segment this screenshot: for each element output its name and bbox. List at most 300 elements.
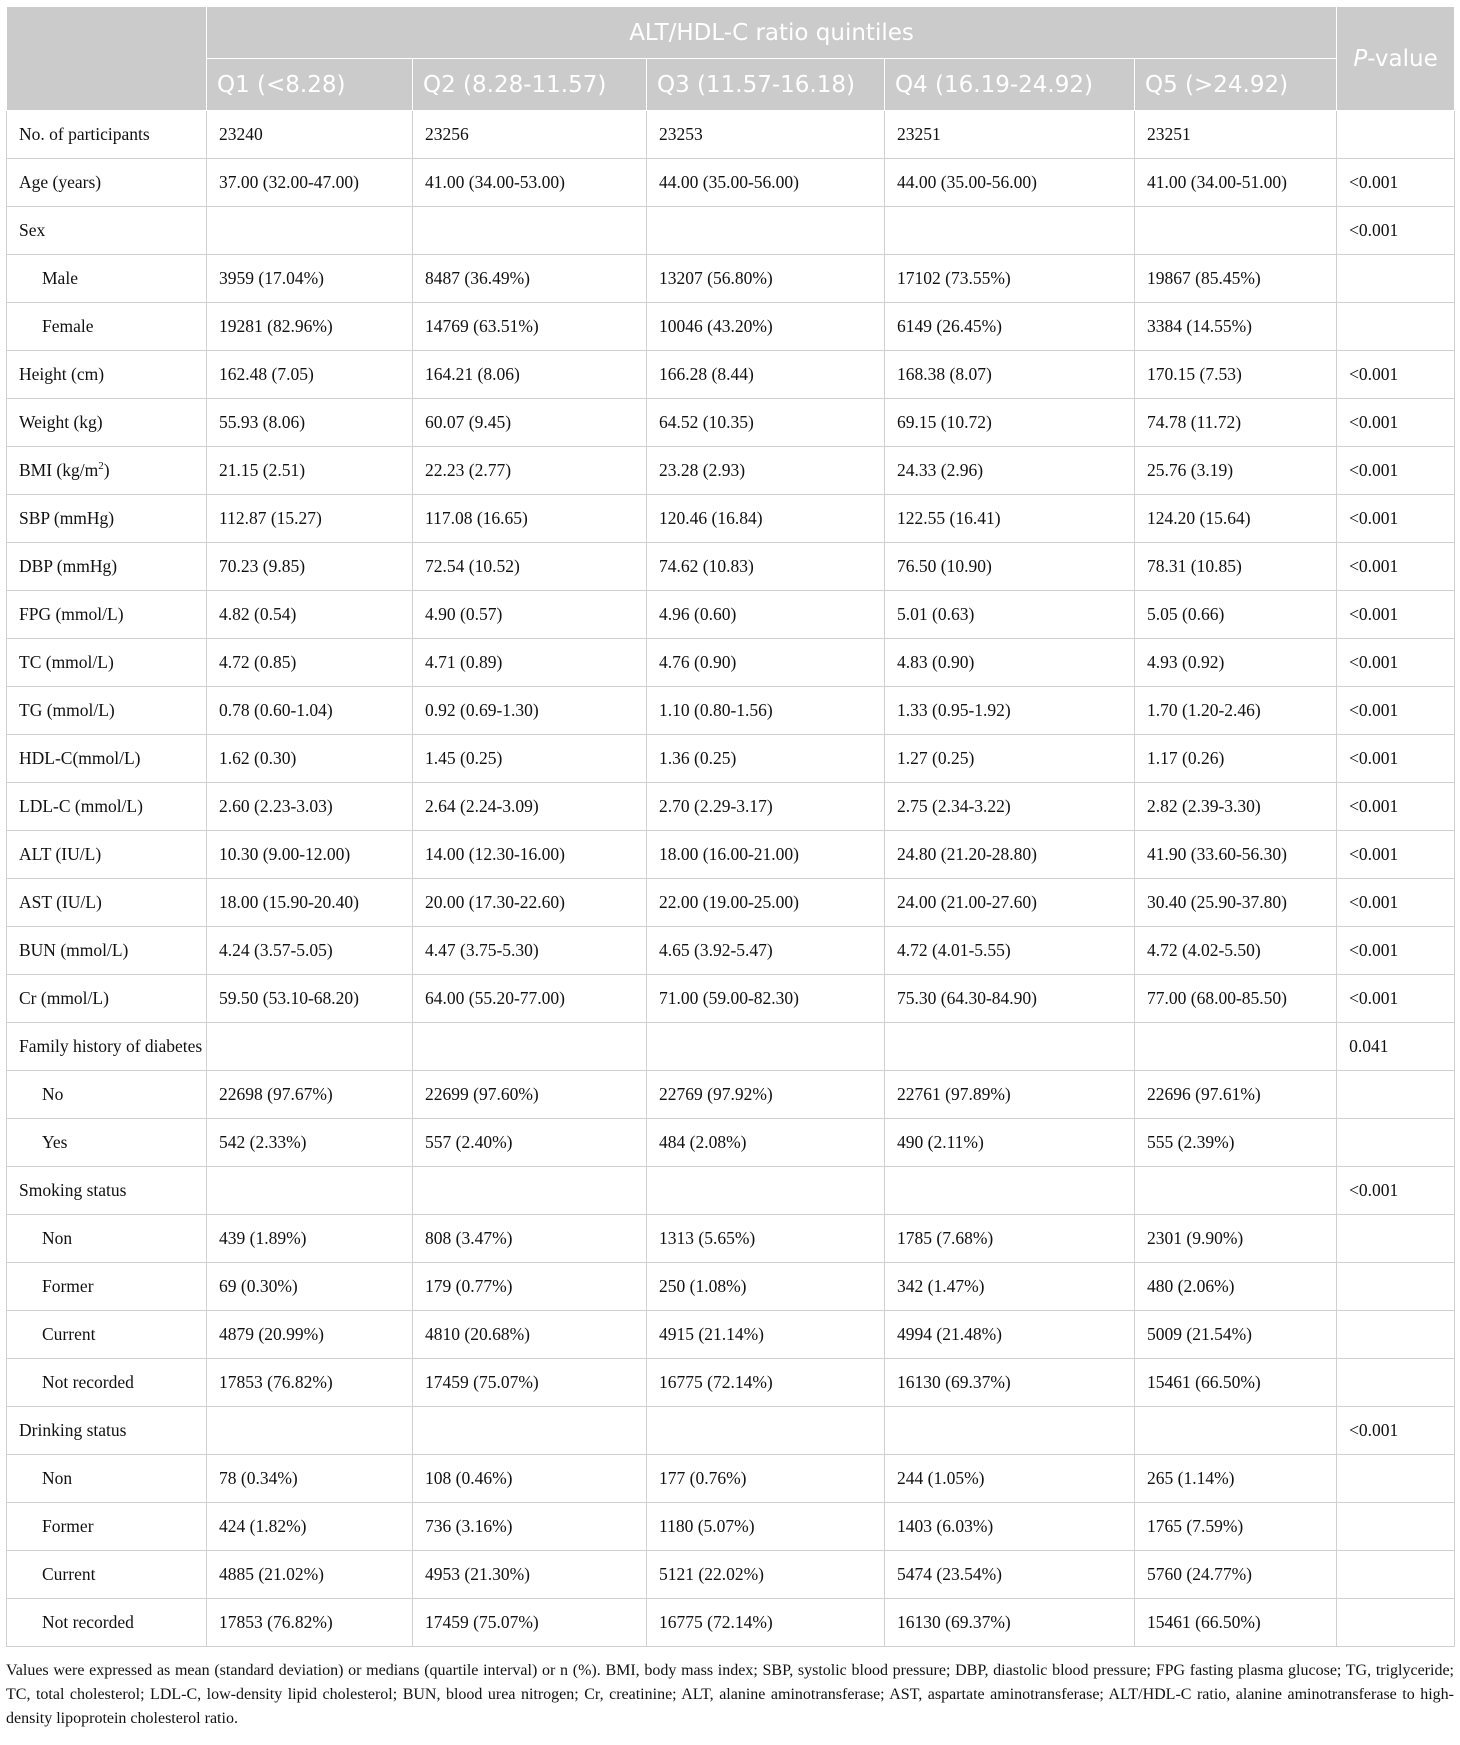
cell-q5: 1.70 (1.20-2.46) bbox=[1135, 687, 1337, 735]
cell-p-value: <0.001 bbox=[1337, 159, 1455, 207]
cell-q5: 4.93 (0.92) bbox=[1135, 639, 1337, 687]
row-label bbox=[7, 735, 207, 783]
baseline-characteristics-table bbox=[6, 6, 1455, 1647]
row-label bbox=[7, 1599, 207, 1647]
cell-q1: 17853 (76.82%) bbox=[207, 1359, 413, 1407]
row-label bbox=[7, 1455, 207, 1503]
cell-q5: 23251 bbox=[1135, 111, 1337, 159]
row-label bbox=[7, 111, 207, 159]
cell-q1: 439 (1.89%) bbox=[207, 1215, 413, 1263]
cell-q2: 4.47 (3.75-5.30) bbox=[413, 927, 647, 975]
cell-q4: 4.83 (0.90) bbox=[885, 639, 1135, 687]
row-label bbox=[7, 447, 207, 495]
cell-q5: 170.15 (7.53) bbox=[1135, 351, 1337, 399]
cell-q5: 41.00 (34.00-51.00) bbox=[1135, 159, 1337, 207]
cell-q3 bbox=[647, 1023, 885, 1071]
row-label-text: Current bbox=[42, 1564, 96, 1584]
cell-q2: 17459 (75.07%) bbox=[413, 1599, 647, 1647]
cell-q2: 64.00 (55.20-77.00) bbox=[413, 975, 647, 1023]
cell-q2 bbox=[413, 1023, 647, 1071]
row-label bbox=[7, 1263, 207, 1311]
cell-q4: 76.50 (10.90) bbox=[885, 543, 1135, 591]
cell-q2: 41.00 (34.00-53.00) bbox=[413, 159, 647, 207]
cell-q4: 5.01 (0.63) bbox=[885, 591, 1135, 639]
cell-q3: 4.76 (0.90) bbox=[647, 639, 885, 687]
cell-q4 bbox=[885, 1167, 1135, 1215]
cell-q5 bbox=[1135, 1167, 1337, 1215]
row-label-text: DBP (mmHg) bbox=[19, 556, 118, 576]
cell-q5: 25.76 (3.19) bbox=[1135, 447, 1337, 495]
cell-p-value: <0.001 bbox=[1337, 591, 1455, 639]
cell-q3 bbox=[647, 1407, 885, 1455]
row-label-text: Weight (kg) bbox=[19, 412, 103, 432]
header-quintile-2: Q2 (8.28-11.57) bbox=[413, 59, 647, 111]
cell-p-value bbox=[1337, 1071, 1455, 1119]
row-label bbox=[7, 783, 207, 831]
cell-q1 bbox=[207, 1023, 413, 1071]
cell-q5: 30.40 (25.90-37.80) bbox=[1135, 879, 1337, 927]
cell-q1: 22698 (97.67%) bbox=[207, 1071, 413, 1119]
row-label-text: AST (IU/L) bbox=[19, 892, 102, 912]
cell-q2: 22699 (97.60%) bbox=[413, 1071, 647, 1119]
cell-q5: 5.05 (0.66) bbox=[1135, 591, 1337, 639]
cell-p-value bbox=[1337, 1311, 1455, 1359]
cell-p-value: <0.001 bbox=[1337, 927, 1455, 975]
row-label bbox=[7, 1023, 207, 1071]
cell-q3: 16775 (72.14%) bbox=[647, 1599, 885, 1647]
cell-q2: 14769 (63.51%) bbox=[413, 303, 647, 351]
cell-q4: 24.00 (21.00-27.60) bbox=[885, 879, 1135, 927]
table-row bbox=[7, 879, 1455, 927]
cell-q2: 2.64 (2.24-3.09) bbox=[413, 783, 647, 831]
cell-q2: 108 (0.46%) bbox=[413, 1455, 647, 1503]
cell-q2: 8487 (36.49%) bbox=[413, 255, 647, 303]
row-label-text: BMI (kg/m bbox=[19, 460, 99, 480]
cell-q1: 18.00 (15.90-20.40) bbox=[207, 879, 413, 927]
table-row bbox=[7, 1263, 1455, 1311]
row-label-text: Drinking status bbox=[19, 1420, 127, 1440]
table-row bbox=[7, 831, 1455, 879]
row-label-text: Smoking status bbox=[19, 1180, 127, 1200]
cell-q3: 2.70 (2.29-3.17) bbox=[647, 783, 885, 831]
table-row bbox=[7, 159, 1455, 207]
cell-q4: 16130 (69.37%) bbox=[885, 1599, 1135, 1647]
row-label bbox=[7, 975, 207, 1023]
cell-q1: 542 (2.33%) bbox=[207, 1119, 413, 1167]
cell-q3: 4.96 (0.60) bbox=[647, 591, 885, 639]
table-row bbox=[7, 1359, 1455, 1407]
cell-p-value bbox=[1337, 1551, 1455, 1599]
cell-q2: 14.00 (12.30-16.00) bbox=[413, 831, 647, 879]
cell-q3: 44.00 (35.00-56.00) bbox=[647, 159, 885, 207]
cell-q3: 13207 (56.80%) bbox=[647, 255, 885, 303]
table-row bbox=[7, 1023, 1455, 1071]
row-label-text: Cr (mmol/L) bbox=[19, 988, 109, 1008]
cell-q3 bbox=[647, 207, 885, 255]
table-row bbox=[7, 1215, 1455, 1263]
row-label bbox=[7, 1311, 207, 1359]
cell-q5: 74.78 (11.72) bbox=[1135, 399, 1337, 447]
row-label-text: Non bbox=[42, 1468, 73, 1488]
row-label-text: Height (cm) bbox=[19, 364, 105, 384]
cell-q3: 4915 (21.14%) bbox=[647, 1311, 885, 1359]
table-row bbox=[7, 687, 1455, 735]
cell-p-value: <0.001 bbox=[1337, 639, 1455, 687]
cell-q4: 16130 (69.37%) bbox=[885, 1359, 1135, 1407]
cell-q1: 0.78 (0.60-1.04) bbox=[207, 687, 413, 735]
cell-q1: 23240 bbox=[207, 111, 413, 159]
cell-q4: 23251 bbox=[885, 111, 1135, 159]
cell-p-value bbox=[1337, 1599, 1455, 1647]
cell-q5: 555 (2.39%) bbox=[1135, 1119, 1337, 1167]
cell-p-value bbox=[1337, 111, 1455, 159]
cell-q1: 1.62 (0.30) bbox=[207, 735, 413, 783]
table-row bbox=[7, 543, 1455, 591]
cell-q5: 2301 (9.90%) bbox=[1135, 1215, 1337, 1263]
row-label bbox=[7, 1119, 207, 1167]
row-label bbox=[7, 303, 207, 351]
cell-q4: 5474 (23.54%) bbox=[885, 1551, 1135, 1599]
table-row bbox=[7, 639, 1455, 687]
row-label-text: Age (years) bbox=[19, 172, 102, 192]
table-row bbox=[7, 1599, 1455, 1647]
cell-p-value: <0.001 bbox=[1337, 879, 1455, 927]
row-label bbox=[7, 687, 207, 735]
p-value-italic: P bbox=[1353, 45, 1368, 72]
cell-q3: 64.52 (10.35) bbox=[647, 399, 885, 447]
row-label-text: Not recorded bbox=[42, 1372, 134, 1392]
row-label-text: No bbox=[42, 1084, 64, 1104]
row-label-text: ALT (IU/L) bbox=[19, 844, 102, 864]
table-row bbox=[7, 591, 1455, 639]
cell-q4: 4.72 (4.01-5.55) bbox=[885, 927, 1135, 975]
cell-p-value: <0.001 bbox=[1337, 735, 1455, 783]
row-label-text: Former bbox=[42, 1276, 94, 1296]
table-container bbox=[6, 6, 1454, 1731]
cell-q2: 4.71 (0.89) bbox=[413, 639, 647, 687]
cell-q3: 1180 (5.07%) bbox=[647, 1503, 885, 1551]
cell-q3: 177 (0.76%) bbox=[647, 1455, 885, 1503]
cell-q2: 4810 (20.68%) bbox=[413, 1311, 647, 1359]
cell-q3: 22769 (97.92%) bbox=[647, 1071, 885, 1119]
cell-q4: 168.38 (8.07) bbox=[885, 351, 1135, 399]
row-label bbox=[7, 159, 207, 207]
cell-q3: 10046 (43.20%) bbox=[647, 303, 885, 351]
cell-p-value bbox=[1337, 1503, 1455, 1551]
cell-q5: 5009 (21.54%) bbox=[1135, 1311, 1337, 1359]
cell-q1: 112.87 (15.27) bbox=[207, 495, 413, 543]
cell-q1: 69 (0.30%) bbox=[207, 1263, 413, 1311]
cell-q1 bbox=[207, 207, 413, 255]
cell-q1: 17853 (76.82%) bbox=[207, 1599, 413, 1647]
table-row bbox=[7, 255, 1455, 303]
row-label bbox=[7, 255, 207, 303]
cell-p-value bbox=[1337, 1263, 1455, 1311]
row-label-text: HDL-C(mmol/L) bbox=[19, 748, 141, 768]
cell-q3: 250 (1.08%) bbox=[647, 1263, 885, 1311]
cell-q5: 5760 (24.77%) bbox=[1135, 1551, 1337, 1599]
row-label-text: Family history of diabetes bbox=[19, 1036, 203, 1056]
cell-q5: 22696 (97.61%) bbox=[1135, 1071, 1337, 1119]
row-label-text: LDL-C (mmol/L) bbox=[19, 796, 143, 816]
cell-q4: 69.15 (10.72) bbox=[885, 399, 1135, 447]
cell-q2 bbox=[413, 1167, 647, 1215]
row-label bbox=[7, 1167, 207, 1215]
cell-q3: 23253 bbox=[647, 111, 885, 159]
row-label bbox=[7, 1359, 207, 1407]
cell-q2: 164.21 (8.06) bbox=[413, 351, 647, 399]
row-label-text: Male bbox=[42, 268, 78, 288]
row-label bbox=[7, 927, 207, 975]
cell-p-value bbox=[1337, 1119, 1455, 1167]
row-label-text: Sex bbox=[19, 220, 46, 240]
cell-q1: 78 (0.34%) bbox=[207, 1455, 413, 1503]
cell-q5 bbox=[1135, 1407, 1337, 1455]
cell-q3: 23.28 (2.93) bbox=[647, 447, 885, 495]
table-row bbox=[7, 303, 1455, 351]
cell-q4: 24.33 (2.96) bbox=[885, 447, 1135, 495]
row-label-text: TG (mmol/L) bbox=[19, 700, 115, 720]
row-label bbox=[7, 543, 207, 591]
cell-q3: 120.46 (16.84) bbox=[647, 495, 885, 543]
row-label bbox=[7, 1503, 207, 1551]
cell-q4 bbox=[885, 1407, 1135, 1455]
cell-q1: 10.30 (9.00-12.00) bbox=[207, 831, 413, 879]
cell-q4: 122.55 (16.41) bbox=[885, 495, 1135, 543]
table-header bbox=[7, 7, 1455, 111]
cell-q5: 124.20 (15.64) bbox=[1135, 495, 1337, 543]
table-row bbox=[7, 927, 1455, 975]
cell-q2: 72.54 (10.52) bbox=[413, 543, 647, 591]
table-row bbox=[7, 111, 1455, 159]
cell-p-value bbox=[1337, 303, 1455, 351]
cell-q2: 17459 (75.07%) bbox=[413, 1359, 647, 1407]
header-p-value bbox=[1337, 7, 1455, 111]
row-label-text: Former bbox=[42, 1516, 94, 1536]
cell-q2: 4953 (21.30%) bbox=[413, 1551, 647, 1599]
cell-q4: 22761 (97.89%) bbox=[885, 1071, 1135, 1119]
table-row bbox=[7, 399, 1455, 447]
cell-q5: 77.00 (68.00-85.50) bbox=[1135, 975, 1337, 1023]
header-empty-corner bbox=[7, 7, 207, 111]
row-label bbox=[7, 1071, 207, 1119]
header-quintile-1: Q1 (<8.28) bbox=[207, 59, 413, 111]
cell-q3: 1.36 (0.25) bbox=[647, 735, 885, 783]
cell-q4 bbox=[885, 1023, 1135, 1071]
cell-p-value: <0.001 bbox=[1337, 495, 1455, 543]
cell-p-value: <0.001 bbox=[1337, 831, 1455, 879]
cell-p-value: <0.001 bbox=[1337, 447, 1455, 495]
table-row bbox=[7, 975, 1455, 1023]
table-row bbox=[7, 447, 1455, 495]
cell-p-value: <0.001 bbox=[1337, 1167, 1455, 1215]
header-quintile-5: Q5 (>24.92) bbox=[1135, 59, 1337, 111]
cell-q3: 71.00 (59.00-82.30) bbox=[647, 975, 885, 1023]
row-label bbox=[7, 639, 207, 687]
row-label bbox=[7, 879, 207, 927]
cell-q2: 4.90 (0.57) bbox=[413, 591, 647, 639]
row-label-text: No. of participants bbox=[19, 124, 150, 144]
table-row bbox=[7, 735, 1455, 783]
cell-q1: 70.23 (9.85) bbox=[207, 543, 413, 591]
cell-q1: 19281 (82.96%) bbox=[207, 303, 413, 351]
table-row bbox=[7, 1455, 1455, 1503]
p-value-rest: -value bbox=[1367, 45, 1438, 72]
cell-q1: 59.50 (53.10-68.20) bbox=[207, 975, 413, 1023]
table-row bbox=[7, 1167, 1455, 1215]
cell-q2: 60.07 (9.45) bbox=[413, 399, 647, 447]
cell-p-value bbox=[1337, 1455, 1455, 1503]
row-label bbox=[7, 1407, 207, 1455]
cell-q2: 557 (2.40%) bbox=[413, 1119, 647, 1167]
table-row bbox=[7, 1503, 1455, 1551]
header-quintile-4: Q4 (16.19-24.92) bbox=[885, 59, 1135, 111]
cell-q4: 4994 (21.48%) bbox=[885, 1311, 1135, 1359]
row-label-text: Not recorded bbox=[42, 1612, 134, 1632]
cell-q3: 22.00 (19.00-25.00) bbox=[647, 879, 885, 927]
table-body bbox=[7, 111, 1455, 1647]
cell-q2: 179 (0.77%) bbox=[413, 1263, 647, 1311]
cell-p-value bbox=[1337, 255, 1455, 303]
row-label bbox=[7, 495, 207, 543]
table-row bbox=[7, 783, 1455, 831]
cell-p-value: <0.001 bbox=[1337, 687, 1455, 735]
row-label-text: Non bbox=[42, 1228, 73, 1248]
cell-p-value: <0.001 bbox=[1337, 543, 1455, 591]
row-label bbox=[7, 1215, 207, 1263]
row-label bbox=[7, 207, 207, 255]
cell-p-value bbox=[1337, 1215, 1455, 1263]
cell-q2 bbox=[413, 1407, 647, 1455]
cell-p-value: <0.001 bbox=[1337, 351, 1455, 399]
cell-q5: 3384 (14.55%) bbox=[1135, 303, 1337, 351]
row-label-text: SBP (mmHg) bbox=[19, 508, 115, 528]
cell-q4: 342 (1.47%) bbox=[885, 1263, 1135, 1311]
cell-q1: 3959 (17.04%) bbox=[207, 255, 413, 303]
cell-q5: 1.17 (0.26) bbox=[1135, 735, 1337, 783]
row-label bbox=[7, 351, 207, 399]
cell-q3: 166.28 (8.44) bbox=[647, 351, 885, 399]
cell-q4: 1403 (6.03%) bbox=[885, 1503, 1135, 1551]
cell-p-value: 0.041 bbox=[1337, 1023, 1455, 1071]
cell-q2: 736 (3.16%) bbox=[413, 1503, 647, 1551]
table-footnote: Values were expressed as mean (standard deviation) or medians (quartile interval) or n (%). BMI, body mass index; SBP, systolic blood pressure; DBP, diastolic blood pressure; FPG fasting plasma glucose; TG, triglyceride; TC, total cholesterol; LDL-C, low-density lipid cholesterol; BUN, blood urea nitrogen; Cr, creatinine; ALT, alanine aminotransferase; AST, aspartate aminotransferase; ALT/HDL-C ratio, alanine aminotransferase to high-density lipoprotein cholesterol ratio. bbox=[6, 1662, 1454, 1727]
cell-q5: 480 (2.06%) bbox=[1135, 1263, 1337, 1311]
cell-q4: 1785 (7.68%) bbox=[885, 1215, 1135, 1263]
cell-q3: 16775 (72.14%) bbox=[647, 1359, 885, 1407]
cell-q1: 37.00 (32.00-47.00) bbox=[207, 159, 413, 207]
table-row bbox=[7, 351, 1455, 399]
table-row bbox=[7, 1311, 1455, 1359]
cell-q1: 55.93 (8.06) bbox=[207, 399, 413, 447]
cell-q1 bbox=[207, 1167, 413, 1215]
cell-q2: 1.45 (0.25) bbox=[413, 735, 647, 783]
cell-q3 bbox=[647, 1167, 885, 1215]
cell-q2: 23256 bbox=[413, 111, 647, 159]
cell-q5: 265 (1.14%) bbox=[1135, 1455, 1337, 1503]
cell-q5: 1765 (7.59%) bbox=[1135, 1503, 1337, 1551]
row-label-text: Yes bbox=[42, 1132, 68, 1152]
cell-q5: 15461 (66.50%) bbox=[1135, 1359, 1337, 1407]
cell-q5 bbox=[1135, 1023, 1337, 1071]
cell-q4: 244 (1.05%) bbox=[885, 1455, 1135, 1503]
cell-q4: 24.80 (21.20-28.80) bbox=[885, 831, 1135, 879]
table-row bbox=[7, 1551, 1455, 1599]
cell-q4: 6149 (26.45%) bbox=[885, 303, 1135, 351]
table-row bbox=[7, 1119, 1455, 1167]
table-row bbox=[7, 1407, 1455, 1455]
cell-q4: 2.75 (2.34-3.22) bbox=[885, 783, 1135, 831]
cell-q4: 1.33 (0.95-1.92) bbox=[885, 687, 1135, 735]
row-label bbox=[7, 1551, 207, 1599]
cell-q1: 2.60 (2.23-3.03) bbox=[207, 783, 413, 831]
table-row bbox=[7, 495, 1455, 543]
cell-q4: 490 (2.11%) bbox=[885, 1119, 1135, 1167]
cell-q3: 74.62 (10.83) bbox=[647, 543, 885, 591]
cell-p-value: <0.001 bbox=[1337, 1407, 1455, 1455]
cell-q3: 1.10 (0.80-1.56) bbox=[647, 687, 885, 735]
header-group-title: ALT/HDL-C ratio quintiles bbox=[207, 7, 1337, 59]
cell-q1: 4879 (20.99%) bbox=[207, 1311, 413, 1359]
cell-q3: 4.65 (3.92-5.47) bbox=[647, 927, 885, 975]
cell-q4: 17102 (73.55%) bbox=[885, 255, 1135, 303]
cell-q4: 75.30 (64.30-84.90) bbox=[885, 975, 1135, 1023]
cell-q1: 21.15 (2.51) bbox=[207, 447, 413, 495]
cell-p-value: <0.001 bbox=[1337, 975, 1455, 1023]
cell-q4 bbox=[885, 207, 1135, 255]
cell-q1: 4.24 (3.57-5.05) bbox=[207, 927, 413, 975]
header-quintile-3: Q3 (11.57-16.18) bbox=[647, 59, 885, 111]
row-label-text: Female bbox=[42, 316, 94, 336]
cell-q1: 162.48 (7.05) bbox=[207, 351, 413, 399]
cell-q1: 4885 (21.02%) bbox=[207, 1551, 413, 1599]
cell-q1: 424 (1.82%) bbox=[207, 1503, 413, 1551]
cell-p-value bbox=[1337, 1359, 1455, 1407]
row-label bbox=[7, 831, 207, 879]
cell-q3: 18.00 (16.00-21.00) bbox=[647, 831, 885, 879]
cell-q5: 78.31 (10.85) bbox=[1135, 543, 1337, 591]
cell-q3: 5121 (22.02%) bbox=[647, 1551, 885, 1599]
cell-q1: 4.82 (0.54) bbox=[207, 591, 413, 639]
cell-q2: 117.08 (16.65) bbox=[413, 495, 647, 543]
cell-q2 bbox=[413, 207, 647, 255]
cell-q4: 1.27 (0.25) bbox=[885, 735, 1135, 783]
row-label-text: BUN (mmol/L) bbox=[19, 940, 129, 960]
cell-q5 bbox=[1135, 207, 1337, 255]
table-row bbox=[7, 207, 1455, 255]
cell-q5: 4.72 (4.02-5.50) bbox=[1135, 927, 1337, 975]
cell-q2: 808 (3.47%) bbox=[413, 1215, 647, 1263]
cell-p-value: <0.001 bbox=[1337, 399, 1455, 447]
cell-q2: 20.00 (17.30-22.60) bbox=[413, 879, 647, 927]
row-label-text: TC (mmol/L) bbox=[19, 652, 114, 672]
cell-q3: 484 (2.08%) bbox=[647, 1119, 885, 1167]
row-label-text: FPG (mmol/L) bbox=[19, 604, 124, 624]
cell-q1 bbox=[207, 1407, 413, 1455]
cell-q5: 2.82 (2.39-3.30) bbox=[1135, 783, 1337, 831]
cell-q2: 0.92 (0.69-1.30) bbox=[413, 687, 647, 735]
row-label-superscript: 2 bbox=[98, 460, 104, 473]
cell-q5: 15461 (66.50%) bbox=[1135, 1599, 1337, 1647]
table-row bbox=[7, 1071, 1455, 1119]
cell-q3: 1313 (5.65%) bbox=[647, 1215, 885, 1263]
cell-q5: 41.90 (33.60-56.30) bbox=[1135, 831, 1337, 879]
cell-q4: 44.00 (35.00-56.00) bbox=[885, 159, 1135, 207]
cell-q5: 19867 (85.45%) bbox=[1135, 255, 1337, 303]
cell-q1: 4.72 (0.85) bbox=[207, 639, 413, 687]
row-label-text: Current bbox=[42, 1324, 96, 1344]
row-label bbox=[7, 399, 207, 447]
